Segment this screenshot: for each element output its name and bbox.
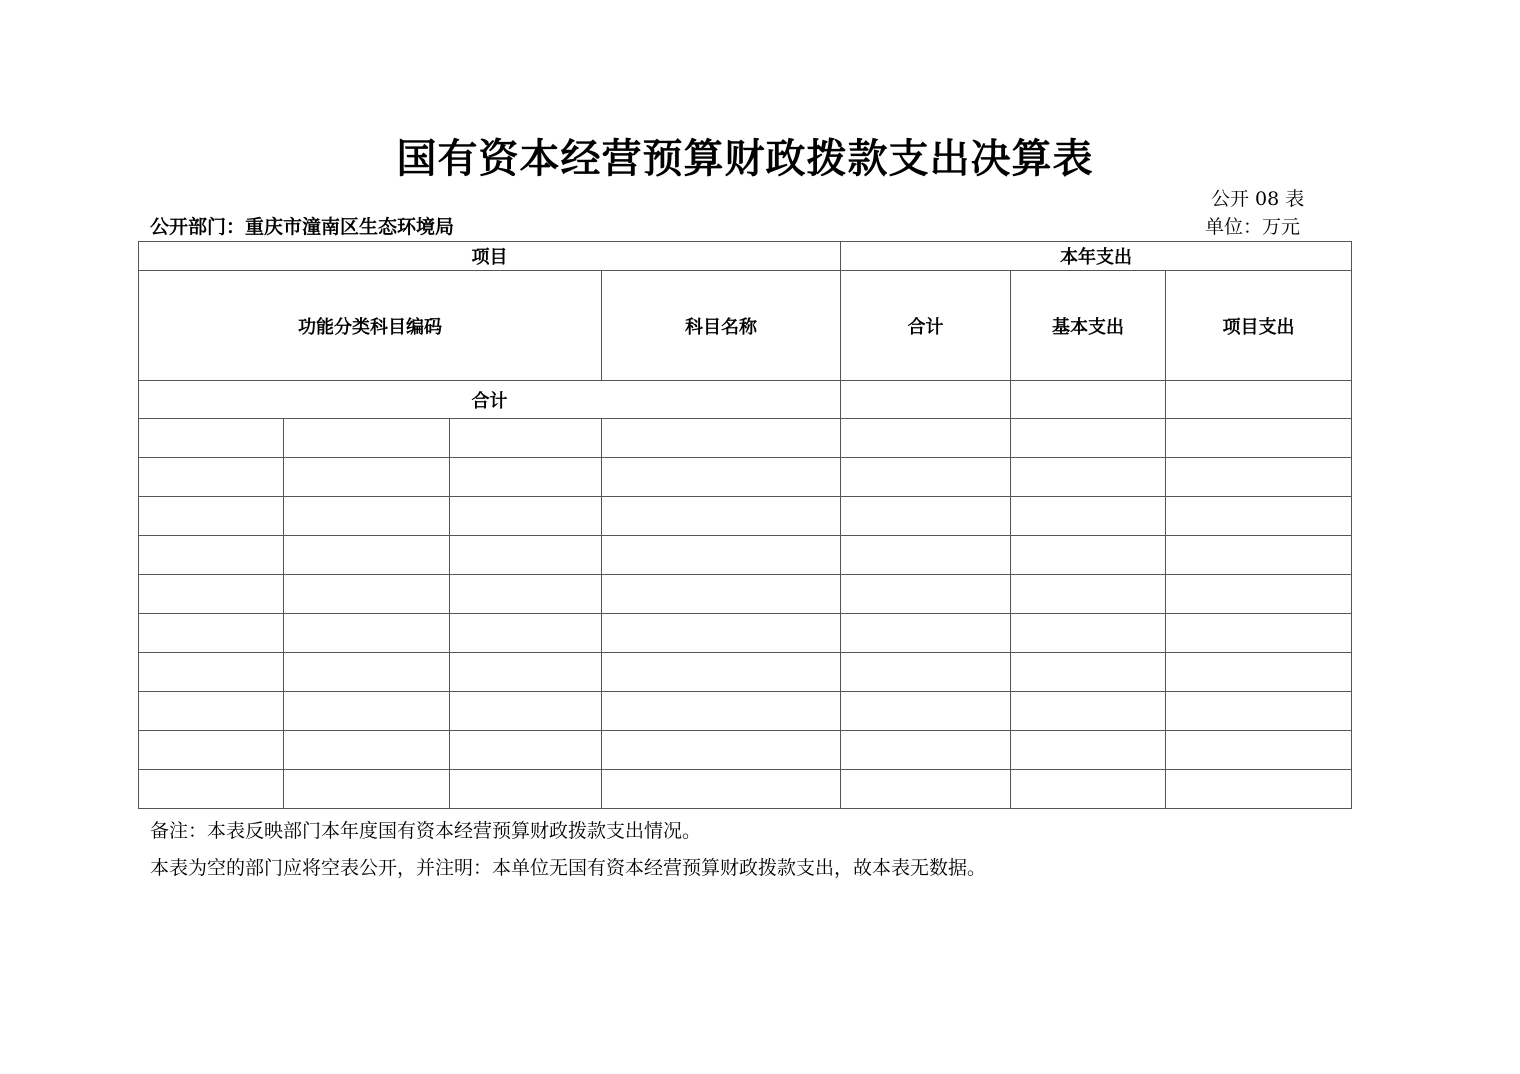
- table-row: [139, 419, 1352, 458]
- table-cell: [1011, 497, 1166, 536]
- table-cell: [450, 653, 602, 692]
- header-project: 项目: [139, 242, 841, 271]
- form-number: 公开 08 表: [1211, 188, 1305, 210]
- budget-table: [138, 241, 1352, 809]
- table-cell: [139, 419, 284, 458]
- table-cell: [602, 458, 841, 497]
- table-cell: [602, 692, 841, 731]
- table-cell: [139, 536, 284, 575]
- table-cell: [450, 614, 602, 653]
- table-cell: [1166, 614, 1352, 653]
- table-cell: [450, 575, 602, 614]
- table-cell: [602, 653, 841, 692]
- table-cell: [1011, 653, 1166, 692]
- table-row: [139, 770, 1352, 809]
- table-row: [139, 614, 1352, 653]
- department-label: 公开部门：重庆市潼南区生态环境局: [150, 216, 455, 238]
- table-cell: [1011, 458, 1166, 497]
- table-cell: [284, 692, 450, 731]
- header-row-2: [139, 271, 1352, 381]
- table-cell: [602, 575, 841, 614]
- table-row: [139, 497, 1352, 536]
- table-cell: [841, 536, 1011, 575]
- table-cell: [284, 497, 450, 536]
- table-cell: [139, 731, 284, 770]
- notes: [150, 813, 986, 887]
- page-title: 国有资本经营预算财政拨款支出决算表: [396, 135, 1094, 182]
- table-cell: [139, 575, 284, 614]
- table-cell: [841, 419, 1011, 458]
- table-cell: [841, 653, 1011, 692]
- table-cell: [450, 419, 602, 458]
- table-cell: [1166, 575, 1352, 614]
- table-cell: [841, 692, 1011, 731]
- table-cell: [139, 497, 284, 536]
- table-row: [139, 575, 1352, 614]
- header-project-expenditure: 项目支出: [1166, 271, 1352, 381]
- header-total: 合计: [841, 271, 1011, 381]
- table-cell: [1011, 419, 1166, 458]
- table-row: [139, 536, 1352, 575]
- table-cell: [284, 536, 450, 575]
- table-cell: [139, 692, 284, 731]
- header-function-code: 功能分类科目编码: [139, 271, 602, 381]
- total-cell: [841, 381, 1011, 419]
- table-cell: [602, 614, 841, 653]
- table-cell: [1011, 731, 1166, 770]
- table-cell: [1166, 731, 1352, 770]
- table-cell: [841, 731, 1011, 770]
- total-cell: [1011, 381, 1166, 419]
- table-row: [139, 692, 1352, 731]
- table-cell: [1166, 497, 1352, 536]
- table-cell: [284, 614, 450, 653]
- table-cell: [450, 731, 602, 770]
- table-cell: [1166, 458, 1352, 497]
- table-cell: [284, 575, 450, 614]
- table-cell: [1166, 536, 1352, 575]
- table-cell: [841, 458, 1011, 497]
- table-cell: [841, 614, 1011, 653]
- table-cell: [1011, 614, 1166, 653]
- table-cell: [284, 731, 450, 770]
- table-row: [139, 731, 1352, 770]
- unit-label: 单位：万元: [1205, 216, 1301, 238]
- total-row-label: 合计: [139, 381, 841, 419]
- table-cell: [602, 419, 841, 458]
- header-current-year: 本年支出: [841, 242, 1352, 271]
- total-row: [139, 381, 1352, 419]
- table-cell: [450, 536, 602, 575]
- table-cell: [284, 770, 450, 809]
- table-cell: [1011, 536, 1166, 575]
- table-cell: [139, 653, 284, 692]
- table-cell: [602, 497, 841, 536]
- table-cell: [450, 497, 602, 536]
- note-line: 备注：本表反映部门本年度国有资本经营预算财政拨款支出情况。: [150, 820, 702, 842]
- table-cell: [1166, 419, 1352, 458]
- table-cell: [1011, 770, 1166, 809]
- table-cell: [1166, 653, 1352, 692]
- header-row-1: [139, 242, 1352, 271]
- table-cell: [139, 458, 284, 497]
- table-cell: [841, 770, 1011, 809]
- table-cell: [841, 497, 1011, 536]
- table-cell: [284, 653, 450, 692]
- table-cell: [1166, 770, 1352, 809]
- table-cell: [284, 458, 450, 497]
- header-subject-name: 科目名称: [602, 271, 841, 381]
- table-row: [139, 653, 1352, 692]
- table-cell: [1011, 692, 1166, 731]
- table-cell: [1166, 692, 1352, 731]
- table-cell: [450, 458, 602, 497]
- table-cell: [1011, 575, 1166, 614]
- note-line: 本表为空的部门应将空表公开，并注明：本单位无国有资本经营预算财政拨款支出，故本表无数据。: [150, 857, 987, 879]
- table-cell: [450, 770, 602, 809]
- table-row: [139, 458, 1352, 497]
- table-cell: [139, 614, 284, 653]
- table-cell: [841, 575, 1011, 614]
- total-cell: [1166, 381, 1352, 419]
- table-cell: [139, 770, 284, 809]
- table-cell: [602, 731, 841, 770]
- header-basic-expenditure: 基本支出: [1011, 271, 1166, 381]
- table-cell: [602, 770, 841, 809]
- table-cell: [284, 419, 450, 458]
- table-cell: [450, 692, 602, 731]
- table-cell: [602, 536, 841, 575]
